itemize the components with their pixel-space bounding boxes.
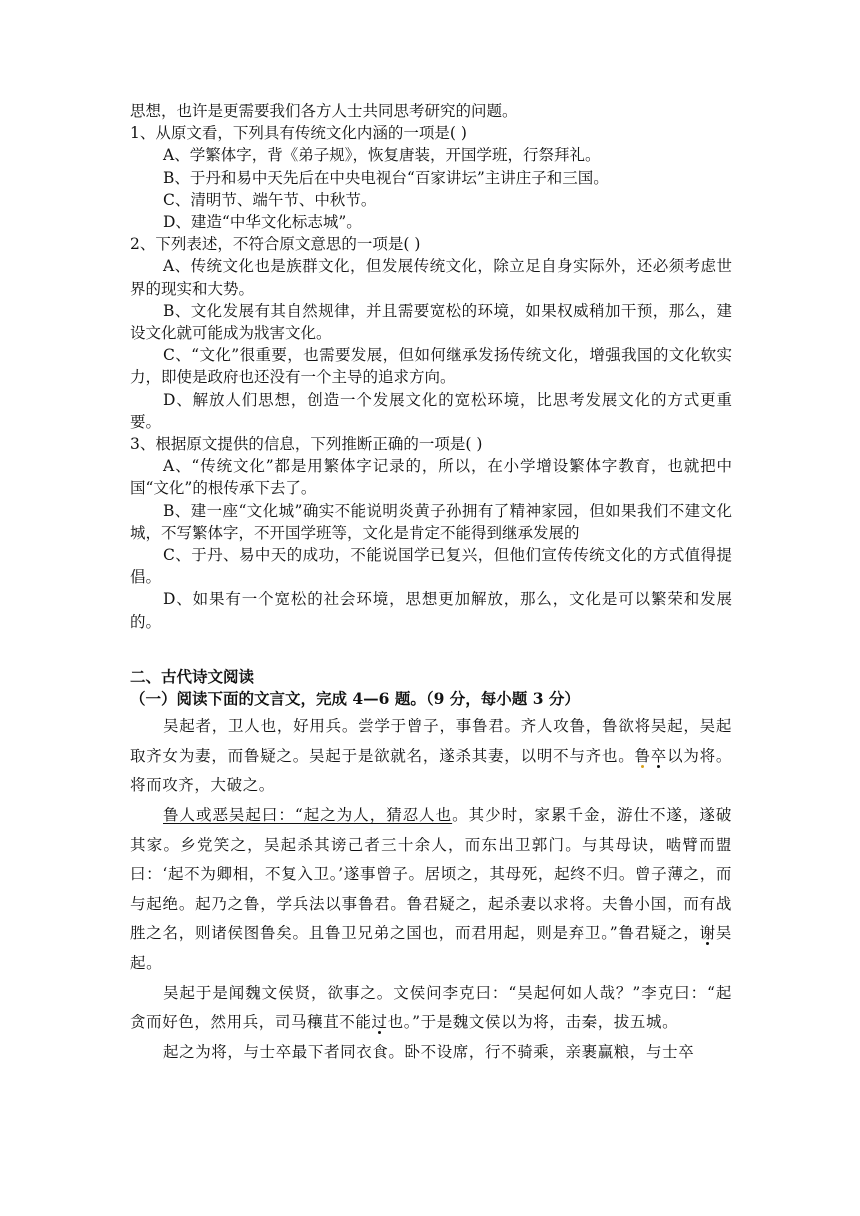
option-a: A、传统文化也是族群文化，但发展传统文化，除立足自身实际外，还必须考虑世界的现实和大势。 (130, 257, 732, 298)
question-3 (130, 433, 732, 633)
section-gap (130, 633, 732, 666)
option-b: B、文化发展有其自然规律，并且需要宽松的环境，如果权威稍加干预，那么，建设文化就可能成为戕害文化。 (130, 301, 732, 343)
question-stem: 1、从原文看，下列具有传统文化内涵的一项是( ) (130, 124, 467, 143)
option-d: D、解放人们思想，创造一个发展文化的宽松环境，比思考发展文化的方式更重要。 (130, 390, 732, 431)
option-d: D、建造“中华文化标志城”。 (163, 213, 362, 232)
text-run: 吴起者，卫人也，好用兵。尝学于曾子，事鲁君。齐人攻鲁，鲁欲将吴起，吴起取齐女为妻，而鲁疑之。吴起于是欲就名，遂杀其妻，以明不与齐也。 (130, 717, 732, 765)
question-2 (130, 233, 732, 433)
question-stem: 3、根据原文提供的信息，下列推断正确的一项是( ) (130, 435, 483, 454)
option-c: C、清明节、端午节、中秋节。 (163, 190, 377, 209)
passage-paragraph-3 (130, 979, 732, 1038)
option-b: B、于丹和易中天先后在中央电视台“百家讲坛”主讲庄子和三国。 (163, 168, 609, 187)
text-run: 吴起于是闻魏文侯贤，欲事之。文侯问李克曰：“吴起何如人哉？”李克曰：“起贪而好色，然用兵，司马穰苴不能 (130, 983, 732, 1032)
text-run: 。其少时，家累千金，游仕不遂，遂破其家。乡党笑之，吴起杀其谤己者三十余人，而东出卫郭门。与其母诀，啮臂而盟曰：‘起不为卿相，不复入卫。’遂事曾子。居顷之，其母死，起终不归。曾子薄之，而与起绝。起乃之鲁，学兵法以事鲁君。鲁君疑之，起杀妻以求将。夫鲁小国，而有战胜之名，则诸侯图鲁矣。且鲁卫兄弟之国也，而君用起，则是弃卫。”鲁君疑之， (130, 806, 732, 943)
option-c: C、“文化”很重要，也需要发展，但如何继承发扬传统文化，增强我国的文化软实力，即使是政府也还没有一个主导的追求方向。 (130, 346, 732, 387)
text-run: 以为将。将而攻齐，大破之。 (130, 746, 732, 795)
option-d: D、如果有一个宽松的社会环境，思想更加解放，那么，文化是可以繁荣和发展的。 (130, 590, 732, 631)
text-run: 吴起。 (130, 924, 732, 973)
intro-tail: 思想，也许是更需要我们各方人士共同思考研究的问题。 (130, 102, 518, 120)
passage-paragraph-1 (130, 712, 732, 801)
classical-passage (130, 712, 732, 1067)
option-c: C、于丹、易中天的成功，不能说国学已复兴，但他们宣传传统文化的方式值得提倡。 (130, 546, 732, 587)
emphasis-dot-word: 卒 (650, 746, 668, 765)
emphasis-dot-word: 过 (371, 1013, 388, 1032)
text-run: 也。”于是魏文侯以为将，击秦，拔五城。 (387, 1013, 679, 1032)
option-a: A、“传统文化”都是用繁体字记录的，所以，在小学增设繁体字教育，也就把中国“文化”的根传承下去了。 (130, 457, 732, 498)
section-subtitle: （一）阅读下面的文言文，完成 4—6 题。（9 分，每小题 3 分） (130, 689, 580, 709)
option-b: B、建一座“文化城”确实不能说明炎黄子孙拥有了精神家园，但如果我们不建文化城，不写繁体字，不开国学班等，文化是肯定不能得到继承发展的 (130, 501, 732, 542)
passage-paragraph-4: 起之为将，与士卒最下者同衣食。卧不设席，行不骑乘，亲裹赢粮，与士卒 (163, 1042, 695, 1061)
question-stem: 2、下列表述，不符合原文意思的一项是( ) (130, 235, 421, 254)
section-title: 二、古代诗文阅读 (130, 666, 255, 686)
emphasis-dot-word: 鲁 (634, 746, 651, 765)
option-a: A、学繁体字，背《弟子规》，恢复唐装，开国学班，行祭拜礼。 (163, 146, 601, 165)
question-1 (130, 122, 732, 233)
underlined-sentence: 鲁人或恶吴起曰：“起之为人，猜忍人也 (163, 806, 453, 825)
passage-paragraph-2 (130, 801, 732, 979)
emphasis-dot-word: 谢 (699, 924, 716, 943)
